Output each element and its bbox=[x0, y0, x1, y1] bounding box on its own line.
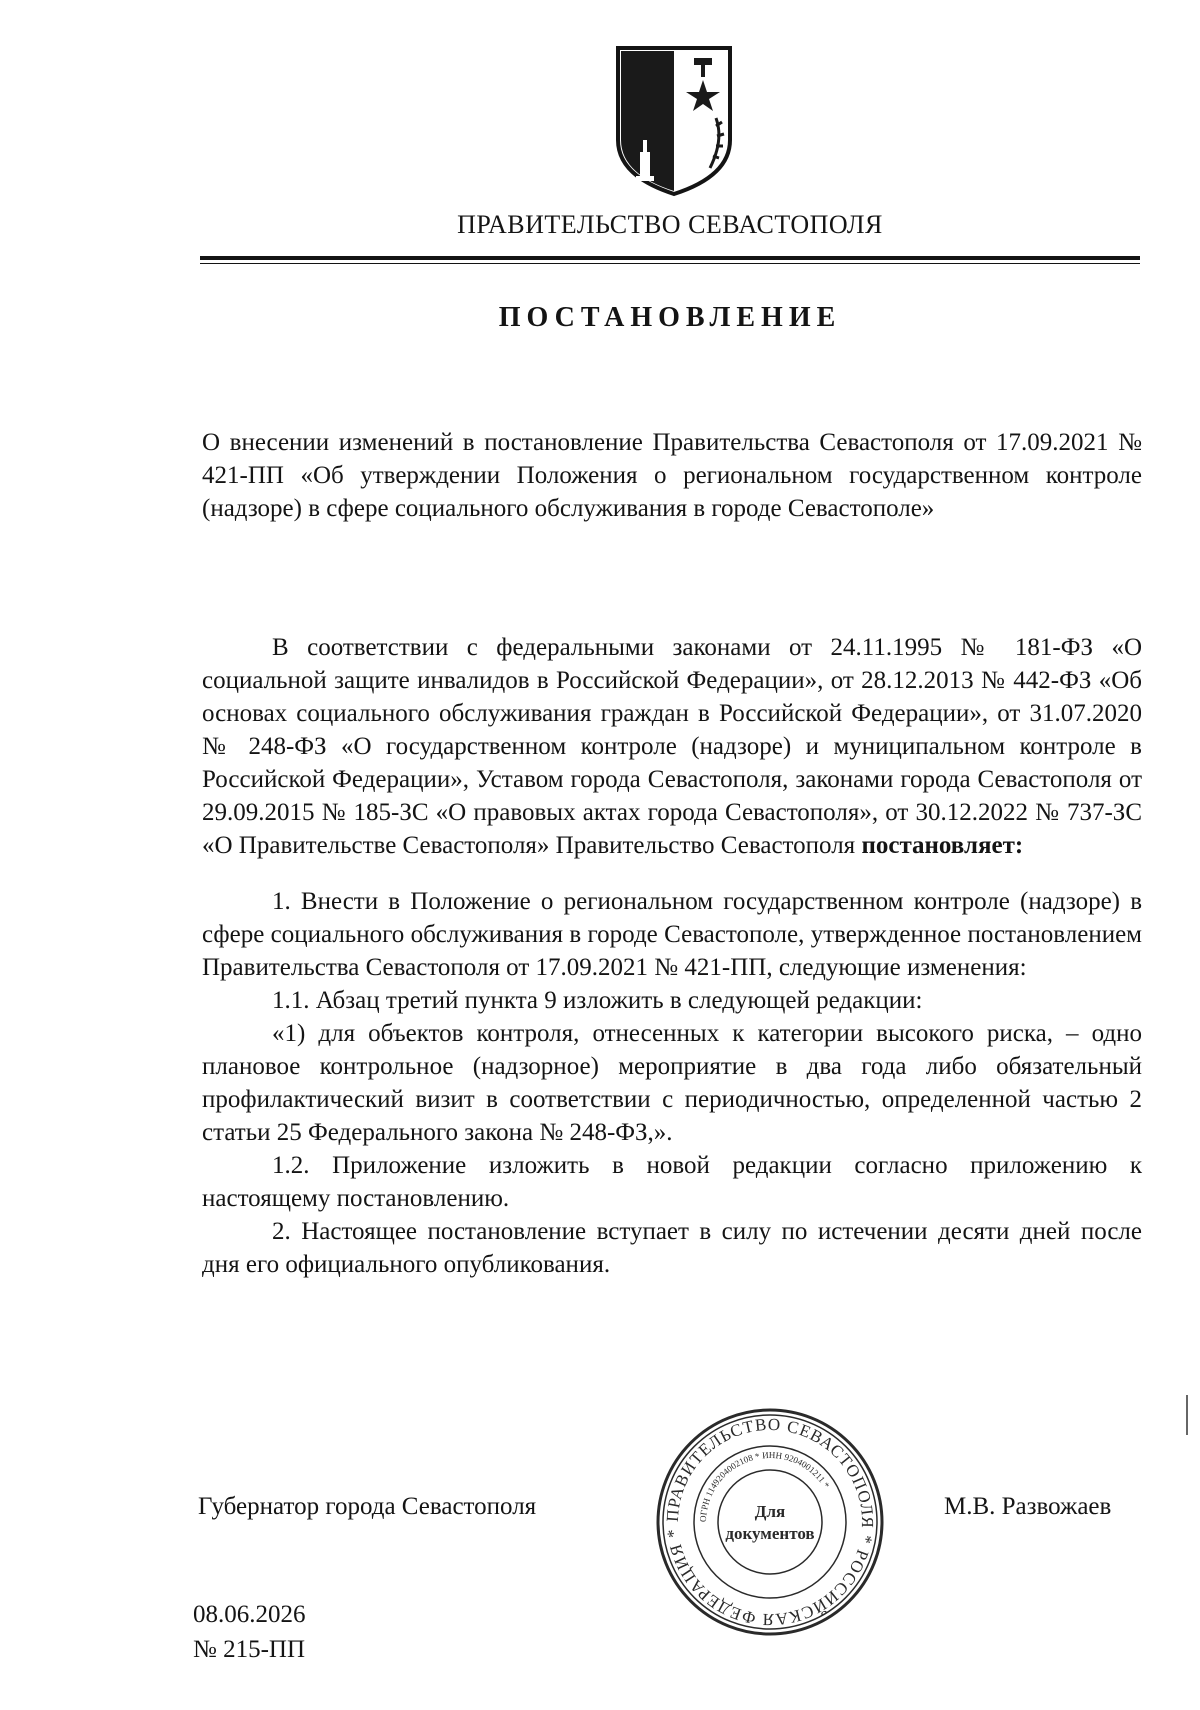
seal-ring-text: ПРАВИТЕЛЬСТВО СЕВАСТОПОЛЯ * РОССИЙСКАЯ ФЕДЕРАЦИЯ * bbox=[662, 1414, 878, 1630]
document-date: 08.06.2026 bbox=[193, 1601, 306, 1628]
preamble-text: В соответствии с федеральными законами от 24.11.1995 № 181-ФЗ «О социальной защите инвалидов в Российской Федерации», от 28.12.2013 № 442-ФЗ «Об основах социального обслуживания граждан в Российской Федерации», от 31.07.2020 № 248-ФЗ «О государственном контроле (надзоре) и муниципальном контроле в Российской Федерации», Уставом города Севастополя, законами города Севастополя от 29.09.2015 № 185-ЗС «О правовых актах города Севастополя», от 30.12.2022 № 737-ЗС «О Правительстве Севастополя» Правительство Севастополя bbox=[202, 634, 1142, 859]
preamble-bold-verb: постановляет: bbox=[861, 832, 1024, 859]
document-subject: О внесении изменений в постановление Правительства Севастополя от 17.09.2021 № 421-ПП «Об утверждении Положения о региональном государственном контроле (надзоре) в сфере социального обслуживания в городе Севастополе» bbox=[202, 429, 1142, 522]
organization-title: ПРАВИТЕЛЬСТВО СЕВАСТОПОЛЯ bbox=[457, 210, 883, 239]
body-item-quote: «1) для объектов контроля, отнесенных к категории высокого риска, – одно плановое контрольное (надзорное) мероприятие в два года либо обязательный профилактический визит в соответствии с периодичностью, определенной частью 2 статьи 25 Федерального закона № 248-ФЗ,». bbox=[202, 1020, 1142, 1146]
header-rule-thin bbox=[200, 263, 1140, 264]
signatory-title: Губернатор города Севастополя bbox=[198, 1493, 537, 1520]
sevastopol-coat-of-arms-icon bbox=[612, 44, 736, 198]
seal-inner-ring-text: ОГРН 1149204002108 * ИНН 9204001211 * bbox=[697, 1449, 832, 1523]
document-type-title: ПОСТАНОВЛЕНИЕ bbox=[498, 302, 842, 333]
body-item-1-1: 1.1. Абзац третий пункта 9 изложить в следующей редакции: bbox=[272, 987, 923, 1014]
header-rule-thick bbox=[200, 256, 1140, 260]
document-number: № 215-ПП bbox=[193, 1636, 306, 1663]
body-item-1: 1. Внести в Положение о региональном государственном контроле (надзоре) в сфере социального обслуживания в городе Севастополе, утвержденное постановлением Правительства Севастополя от 17.09.2021 № 421-ПП, следующие изменения: bbox=[202, 888, 1142, 981]
seal-center-line1: Для bbox=[754, 1502, 786, 1521]
signatory-name: М.В. Развожаев bbox=[944, 1493, 1112, 1520]
svg-text:ПРАВИТЕЛЬСТВО СЕВАСТОПОЛЯ * РО bbox=[663, 1415, 877, 1629]
scan-edge-mark bbox=[1186, 1395, 1188, 1435]
body-item-2: 2. Настоящее постановление вступает в силу по истечении десяти дней после дня его официального опубликования. bbox=[202, 1218, 1142, 1278]
official-seal bbox=[653, 1405, 887, 1639]
preamble-paragraph bbox=[202, 631, 1142, 862]
seal-center-line2: документов bbox=[725, 1524, 815, 1543]
document-body bbox=[202, 631, 1142, 1281]
body-item-1-2: 1.2. Приложение изложить в новой редакции согласно приложению к настоящему постановлению. bbox=[202, 1152, 1142, 1212]
